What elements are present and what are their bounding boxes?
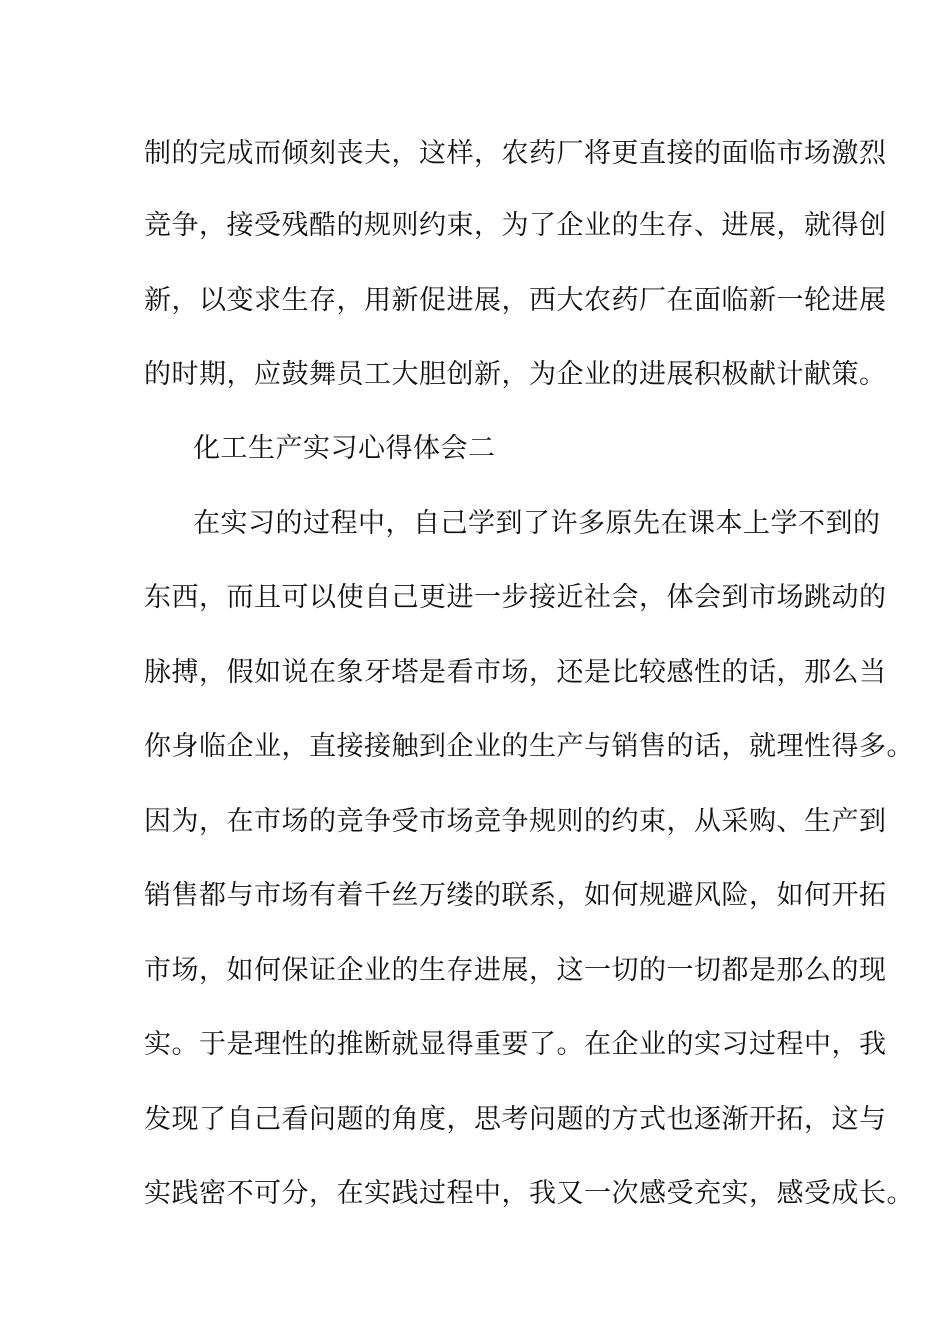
paragraph-line: 脉搏，假如说在象牙塔是看市场，还是比较感性的话，那么当 [144, 657, 887, 688]
paragraph-line: 实。于是理性的推断就显得重要了。在企业的实习过程中，我 [144, 1029, 887, 1060]
paragraph-line: 在实习的过程中，自己学到了许多原先在课本上学不到的 [193, 508, 881, 539]
paragraph-line: 发现了自己看问题的角度，思考问题的方式也逐渐开拓，这与 [144, 1104, 887, 1135]
section-heading: 化工生产实习心得体会二 [193, 433, 496, 464]
paragraph-line: 制的完成而倾刻丧夫，这样，农药厂将更直接的面临市场激烈 [144, 138, 887, 169]
paragraph-line: 东西，而且可以使自己更进一步接近社会，体会到市场跳动的 [144, 582, 887, 613]
paragraph-line: 实践密不可分，在实践过程中，我又一次感受充实，感受成长。 [144, 1178, 914, 1209]
paragraph-line: 新，以变求生存，用新促进展，西大农药厂在面临新一轮进展 [144, 285, 887, 316]
paragraph-line: 市场，如何保证企业的生存进展，这一切的一切都是那么的现 [144, 955, 887, 986]
paragraph-line: 因为，在市场的竞争受市场竞争规则的约束，从采购、生产到 [144, 806, 887, 837]
paragraph-line: 的时期，应鼓舞员工大胆创新，为企业的进展积极献计献策。 [144, 359, 887, 390]
paragraph-line: 竞争，接受残酷的规则约束，为了企业的生存、进展，就得创 [144, 210, 887, 241]
paragraph-line: 你身临企业，直接接触到企业的生产与销售的话，就理性得多。 [144, 731, 914, 762]
paragraph-line: 销售都与市场有着千丝万缕的联系，如何规避风险，如何开拓 [144, 880, 887, 911]
